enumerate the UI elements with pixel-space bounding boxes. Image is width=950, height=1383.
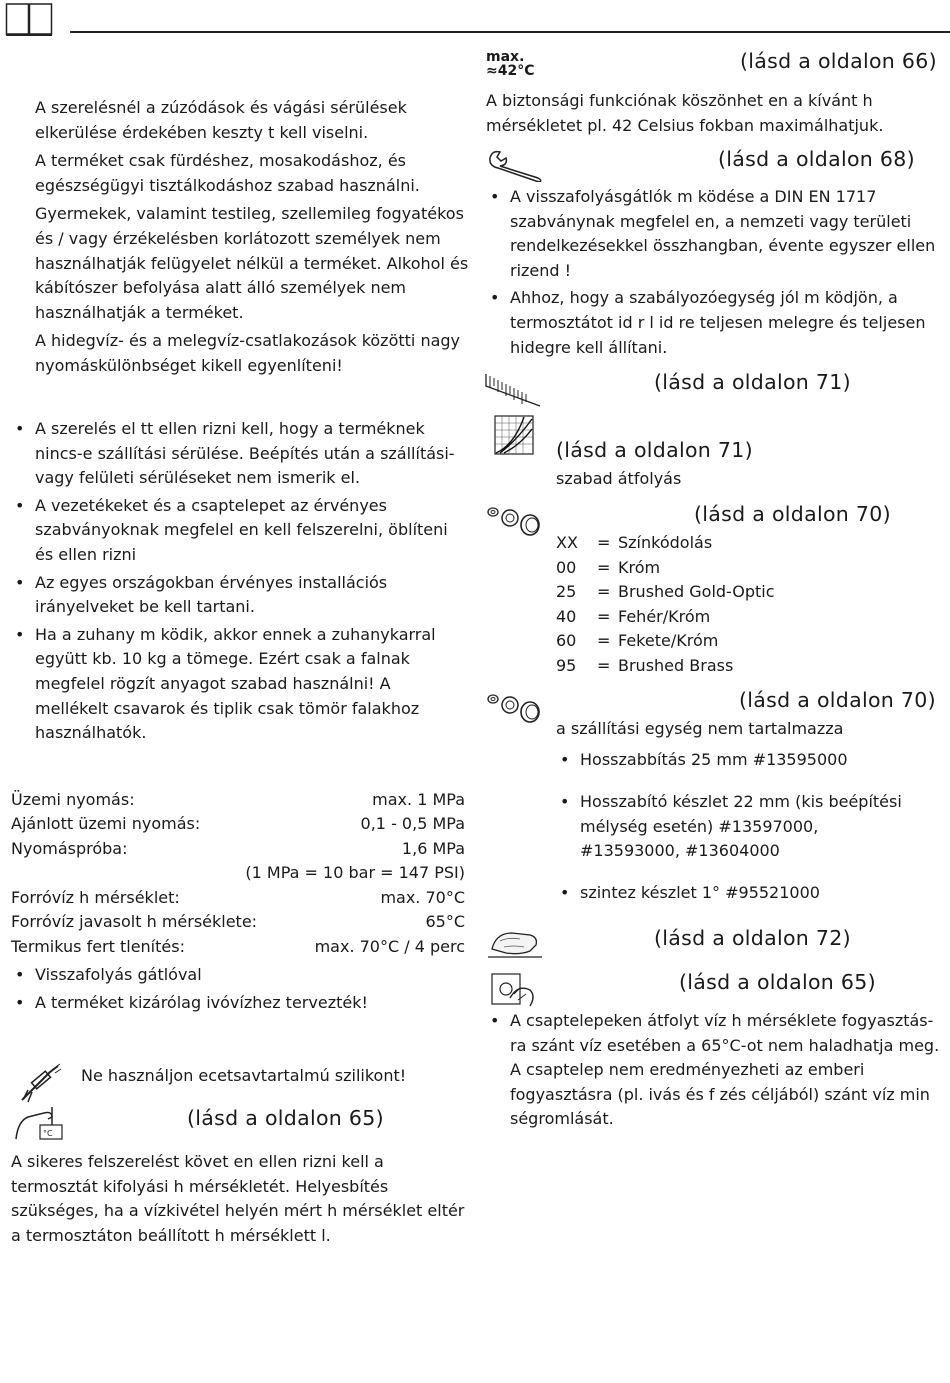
silicone-gun-icon <box>18 1062 62 1104</box>
maintenance-bullet-list <box>486 185 936 363</box>
handle-parts-icon <box>486 503 544 537</box>
final-bullet: • A csaptelepeken átfolyt víz h mérséklete fogyasztás- ra szánt víz esetében a 65°C-ot nem haladhatja meg. A csaptelep nem eredményezheti az emberi fogyasztásra (pl. ivás és f zés céljából) szánt víz min ségromlását. <box>486 1009 941 1132</box>
cleaning-hand-icon <box>486 927 544 963</box>
accessory-item: • szintez készlet 1° #95521000 <box>556 881 916 906</box>
accessory-list <box>556 881 916 909</box>
maintenance-bullet: • Ahhoz, hogy a szabályozóegység jól m ködjön, a termosztátot id r l id re teljesen melegre és teljesen hidegre kell állítani. <box>486 286 936 360</box>
svg-text:°C: °C <box>43 1129 53 1138</box>
page-ref-65-right: (lásd a oldalon 65) <box>679 970 876 994</box>
wrench-icon <box>486 148 544 182</box>
silicone-note: Ne használjon ecetsavtartalmú szilikont! <box>81 1066 407 1085</box>
ruler-icon <box>484 372 542 408</box>
install-bullet: • Az egyes országokban érvényes installációs irányelveket be kell tartani. <box>11 571 466 620</box>
spec-row: Forróvíz javasolt h mérséklete: 65°C <box>11 912 465 931</box>
spec-row: Termikus fert tlenítés: max. 70°C / 4 perc <box>11 937 465 956</box>
install-bullet-list <box>11 417 466 749</box>
safety-para-4: A hidegvíz- és a melegvíz-csatlakozások közötti nagy nyomáskülönbséget kikell egyenlíteni! <box>35 331 461 375</box>
page-ref-65-left: (lásd a oldalon 65) <box>187 1106 384 1130</box>
thermometer-hand-icon <box>12 1105 68 1145</box>
max-temp-symbol: max. ≈42°C <box>486 49 535 79</box>
manual-book-icon <box>5 2 53 38</box>
safety-function-paragraph: A biztonsági funkciónak köszönhet en a kívánt h mérsékletet pl. 42 Celsius fokban maximálhatjuk. <box>486 91 884 135</box>
faucet-adjust-icon <box>490 970 538 1010</box>
flow-note: szabad átfolyás <box>556 469 682 488</box>
page-ref-70a: (lásd a oldalon 70) <box>694 502 891 526</box>
page-ref-71a: (lásd a oldalon 71) <box>654 370 851 394</box>
accessory-list <box>556 790 916 867</box>
header-rule <box>70 31 950 33</box>
not-included-note: a szállítási egység nem tartalmazza <box>556 719 844 738</box>
page-ref-66: (lásd a oldalon 66) <box>740 49 937 73</box>
spec-row: Forróvíz h mérséklet: max. 70°C <box>11 888 465 907</box>
install-bullet: • A vezetékeket és a csaptelepet az érvényes szabványoknak megfelel en kell felszerelni, öblíteni és ellen rizni <box>11 494 466 568</box>
spec-row: Nyomáspróba: 1,6 MPa <box>11 839 465 858</box>
maintenance-bullet: • A visszafolyásgátlók m ködése a DIN EN 1717 szabványnak megfelel en, a nemzeti vagy területi rendelkezésekkel összhangban, évente egyszer ellen rizend ! <box>486 185 936 283</box>
page-ref-70b: (lásd a oldalon 70) <box>739 688 936 712</box>
flow-diagram-icon <box>494 415 534 455</box>
safety-para-3: Gyermekek, valamint testileg, szellemileg fogyatékos és / vagy érzékelésben korlátozott személyek nem használhatják felügyelet nélkül a terméket. Alkohol és kábítószer befolyása alatt álló személyek nem használhatják a terméket. <box>35 204 469 322</box>
spec-row: (1 MPa = 10 bar = 147 PSI) <box>245 863 465 882</box>
safety-para-2: A terméket csak fürdéshez, mosakodáshoz, és egészségügyi tisztálkodáshoz szabad használni. <box>35 151 420 195</box>
spec-bullet: • A terméket kizárólag ivóvízhez tervezték! <box>11 991 466 1016</box>
spec-row: Üzemi nyomás: max. 1 MPa <box>11 790 465 809</box>
temp-check-paragraph: A sikeres felszerelést követ en ellen rizni kell a termosztát kifolyási h mérsékletét. Helyesbítés szükséges, ha a vízkivétel helyén mért h mérséklet eltér a termosztáton beállított h mérséklett l. <box>11 1152 465 1245</box>
page-ref-71b: (lásd a oldalon 71) <box>556 438 753 462</box>
page-ref-72: (lásd a oldalon 72) <box>654 926 851 950</box>
spec-bullet-list <box>11 963 466 1018</box>
spec-row: Ajánlott üzemi nyomás: 0,1 - 0,5 MPa <box>11 814 465 833</box>
safety-section <box>35 96 475 379</box>
final-bullet-list <box>486 1009 941 1135</box>
accessory-item: • Hosszabító készlet 22 mm (kis beépítési mélység esetén) #13597000, #13593000, #13604000 <box>556 790 916 864</box>
accessory-list <box>556 748 916 776</box>
install-bullet: • A szerelés el tt ellen rizni kell, hogy a terméknek nincs-e szállítási sérülése. Beépítés után a szállítási- vagy felületi sérüléseket nem ismerik el. <box>11 417 466 491</box>
install-bullet: • Ha a zuhany m ködik, akkor ennek a zuhanykarral együtt kb. 10 kg a tömege. Ezért csak a falnak megfelel rögzít anyagot szabad használni! A mellékelt csavarok és tiplik csak tömör falakhoz használhatók. <box>11 623 466 746</box>
handle-parts-icon <box>486 690 544 724</box>
accessory-item: • Hosszabbítás 25 mm #13595000 <box>556 748 916 773</box>
page-ref-68: (lásd a oldalon 68) <box>718 147 915 171</box>
safety-para-1: A szerelésnél a zúzódások és vágási sérülések elkerülése érdekében keszty t kell viselni. <box>35 98 407 142</box>
spec-bullet: • Visszafolyás gátlóval <box>11 963 466 988</box>
